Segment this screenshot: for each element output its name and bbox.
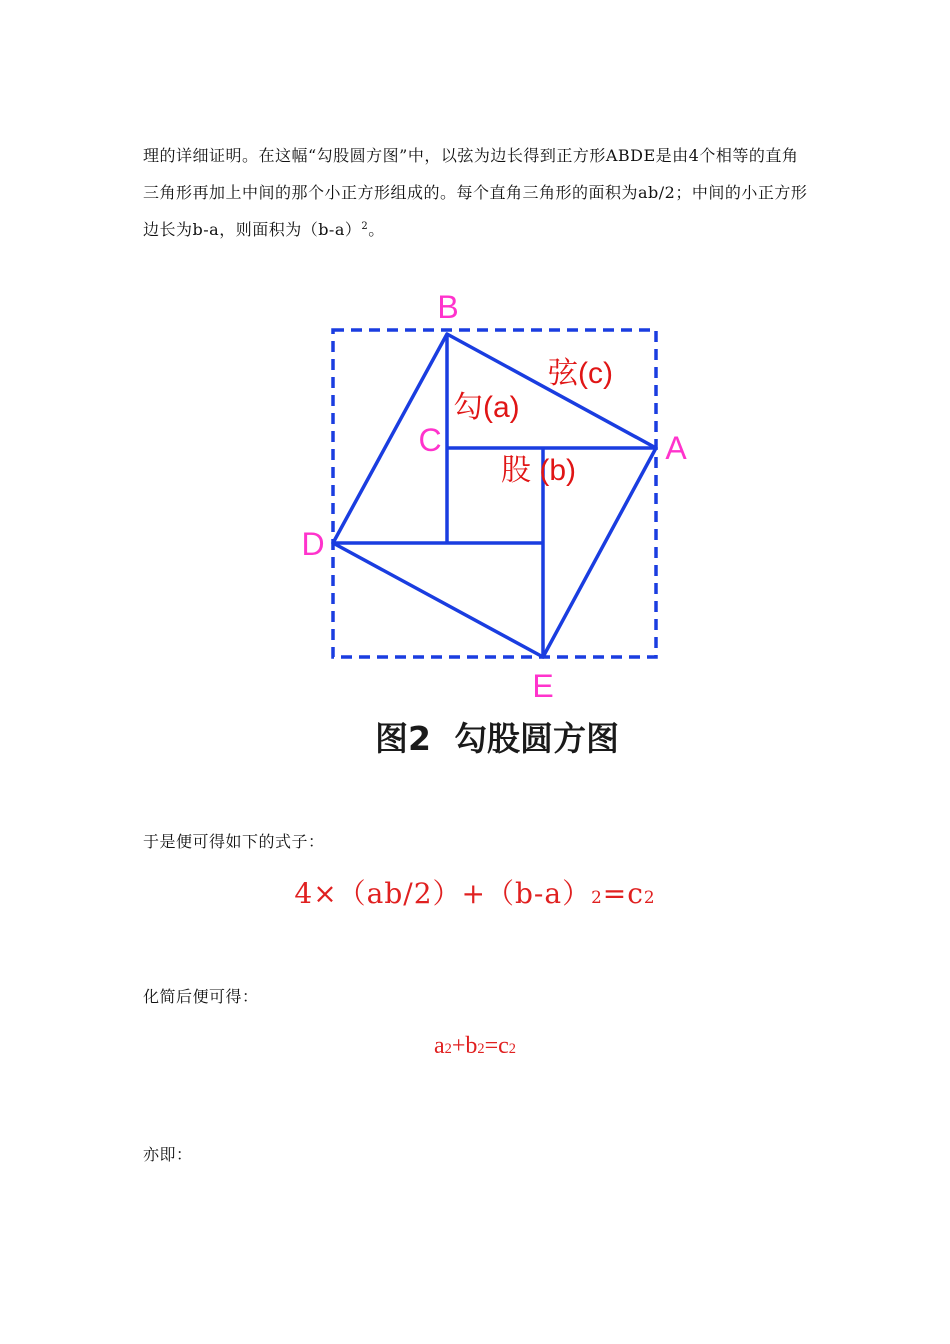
vertex-d-label: D <box>301 526 325 562</box>
term-b-exponent: 2 <box>477 1041 485 1057</box>
term-c-exponent: 2 <box>508 1041 516 1057</box>
gu-label: 股 (b) <box>501 454 576 487</box>
equation-square-exponent: 2 <box>591 887 603 907</box>
vertex-b-label: B <box>437 289 459 325</box>
gou-label: 勾(a) <box>453 391 520 424</box>
xian-label: 弦(c) <box>548 357 613 390</box>
gougu-figure <box>296 278 696 768</box>
term-a: a <box>434 1033 445 1059</box>
term-c: =c <box>484 1033 509 1059</box>
intro-text: 理的详细证明。在这幅“勾股圆方图”中，以弦为边长得到正方形ABDE是由4个相等的直角三角形再加上中间的那个小正方形组成的。每个直角三角形的面积为ab/2；中间的小正方形边长为b-a，则面积为（b-a） <box>143 146 808 239</box>
area-equation <box>0 872 950 912</box>
lead-formula-text: 于是便可得如下的式子： <box>143 832 325 851</box>
vertex-c-label: C <box>418 422 442 458</box>
term-a-exponent: 2 <box>444 1041 452 1057</box>
lead-final-text: 亦即： <box>143 1145 193 1164</box>
term-b: +b <box>451 1033 478 1059</box>
figure-caption: 图2 勾股圆方图 <box>375 719 619 758</box>
intro-end: 。 <box>368 220 385 239</box>
pythagorean-equation <box>0 1033 950 1060</box>
intro-paragraph <box>143 137 811 248</box>
vertex-e-label: E <box>532 668 554 704</box>
equation-c-exponent: 2 <box>643 887 656 907</box>
vertex-a-label: A <box>665 430 687 466</box>
lead-simplify-text: 化简后便可得： <box>143 987 259 1006</box>
equation-rhs: =c <box>602 877 644 910</box>
equation-lhs: 4×（ab/2）+（b-a） <box>294 877 592 910</box>
intro-superscript: 2 <box>361 221 369 232</box>
